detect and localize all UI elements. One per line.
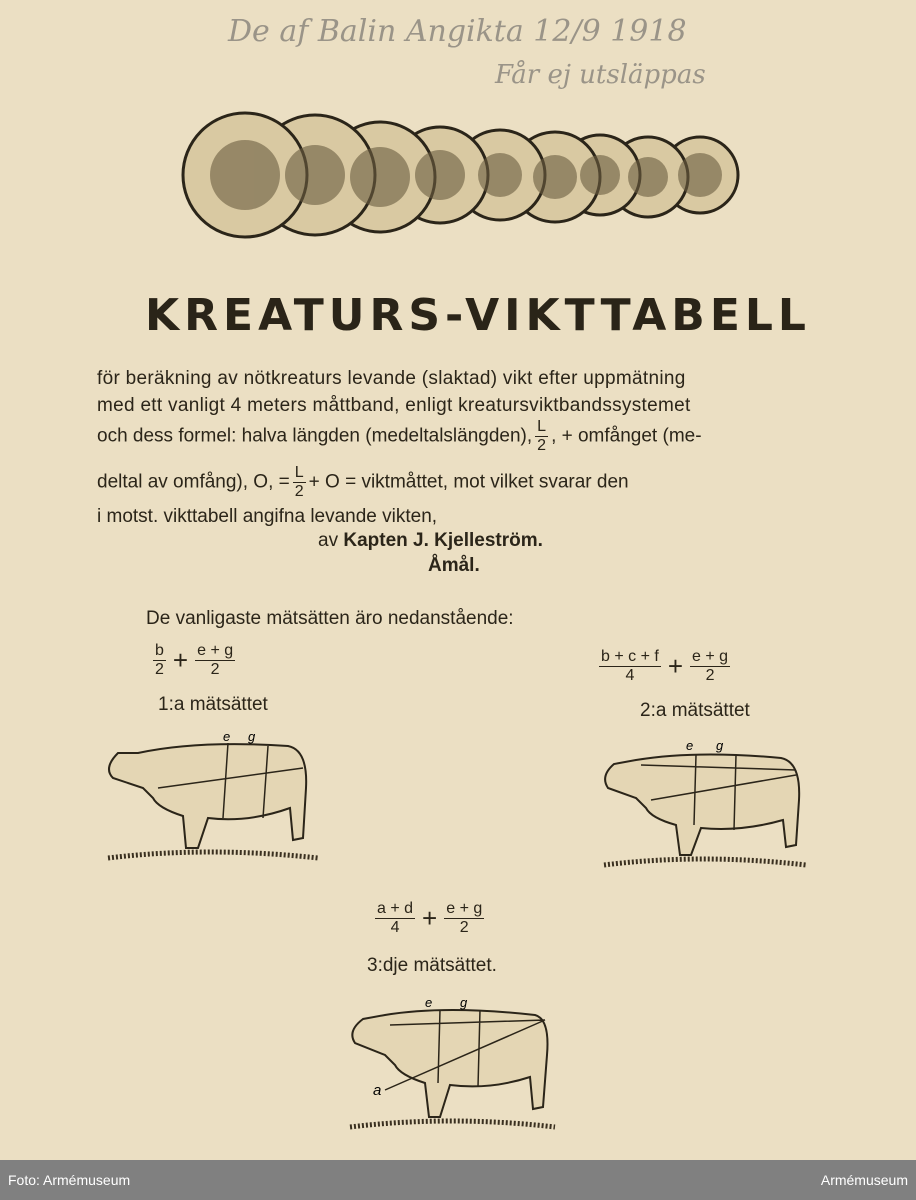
fraction xyxy=(153,642,166,679)
fraction-l-over-2 xyxy=(535,418,548,455)
photo-credit: Foto: Armémuseum xyxy=(8,1172,131,1188)
cow-illustration-3 xyxy=(345,995,560,1140)
denominator: 2 xyxy=(705,667,715,684)
author-name: Kapten J. Kjelleström. xyxy=(343,530,543,551)
medals-illustration xyxy=(170,105,770,245)
fraction xyxy=(690,648,730,685)
methods-heading: De vanligaste mätsätten äro nedanstående: xyxy=(146,608,514,629)
method-1-label: 1:a mätsättet xyxy=(158,694,268,715)
author-line xyxy=(318,530,543,552)
intro-line-1: för beräkning av nötkreaturs levande (slaktad) vikt efter uppmätning xyxy=(97,368,686,389)
plus-sign: + xyxy=(422,903,438,933)
letter-g: g xyxy=(460,995,468,1010)
intro-line-2: med ett vanligt 4 meters måttband, enligt kreatursviktbandssystemet xyxy=(97,395,691,416)
intro-line-3 xyxy=(97,418,702,455)
denominator: 2 xyxy=(459,919,469,936)
handwritten-note-1: De af Balin Angikta 12/9 1918 xyxy=(228,14,687,49)
denominator: 2 xyxy=(210,661,220,678)
intro-line-5: i motst. vikttabell angifna levande vikten, xyxy=(97,506,438,527)
numerator: e + g xyxy=(446,900,483,917)
method-3-formula xyxy=(372,900,487,937)
fraction-l-over-2 xyxy=(293,464,306,501)
denominator: 4 xyxy=(625,667,635,684)
plus-sign: + xyxy=(667,651,683,681)
denominator: 2 xyxy=(155,661,164,678)
letter-e: e xyxy=(223,729,231,744)
method-2-formula xyxy=(596,648,733,685)
numerator: b + c + f xyxy=(601,648,659,665)
fraction xyxy=(195,642,235,679)
method-3-label: 3:dje mätsättet. xyxy=(367,955,497,976)
letter-g: g xyxy=(716,740,724,753)
numerator: e + g xyxy=(692,648,729,665)
method-1-formula xyxy=(150,642,238,679)
numerator: L xyxy=(537,418,547,435)
cow-illustration-1 xyxy=(98,728,323,873)
denominator: 2 xyxy=(294,483,304,500)
intro-line-4b: + O = viktmåttet, mot vilket svarar den xyxy=(308,471,629,493)
letter-e: e xyxy=(425,995,433,1010)
method-2-label: 2:a mätsättet xyxy=(640,700,750,721)
intro-line-3b: , + omfånget (me- xyxy=(551,425,702,447)
denominator: 4 xyxy=(390,919,400,936)
document-title: KREATURS-VIKTTABELL xyxy=(145,290,811,341)
intro-line-4a: deltal av omfång), O, = xyxy=(97,471,290,493)
numerator: e + g xyxy=(197,642,234,659)
footer-bar xyxy=(0,1160,916,1200)
plus-sign: + xyxy=(172,645,189,675)
denominator: 2 xyxy=(537,437,547,454)
numerator: a + d xyxy=(377,900,414,917)
intro-line-3a: och dess formel: halva längden (medeltalslängden), xyxy=(97,425,533,447)
letter-a: a xyxy=(373,1082,382,1099)
numerator: b xyxy=(155,642,164,659)
handwritten-note-2: Får ej utsläppas xyxy=(495,60,706,90)
fraction xyxy=(375,900,415,937)
numerator: L xyxy=(294,464,304,481)
author-prefix: av xyxy=(318,530,339,551)
fraction xyxy=(444,900,484,937)
place: Åmål. xyxy=(428,555,480,576)
cow-illustration-2 xyxy=(596,740,811,880)
museum-name: Armémuseum xyxy=(820,1172,908,1188)
fraction xyxy=(599,648,661,685)
letter-e: e xyxy=(686,740,694,753)
intro-line-4 xyxy=(97,464,629,501)
letter-g: g xyxy=(248,729,256,744)
